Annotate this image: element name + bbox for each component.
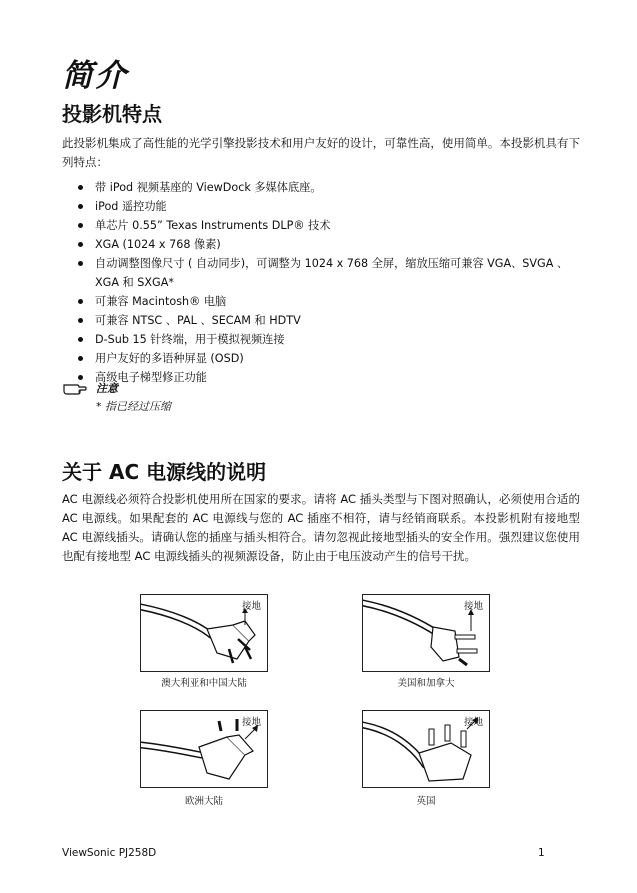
features-intro: 此投影机集成了高性能的光学引擎投影技术和用户友好的设计，可靠性高，使用简单。本投影机具有下列特点： — [62, 136, 580, 169]
feature-item: iPod 遥控功能 — [78, 197, 578, 216]
ground-label: 接地 — [241, 717, 261, 728]
feature-item: 带 iPod 视频基座的 ViewDock 多媒体底座。 — [78, 178, 578, 197]
plug-figure-australia-china — [140, 594, 268, 672]
plug-figure-uk — [362, 710, 490, 788]
plug-caption: 美国和加拿大 — [397, 678, 455, 689]
section-heading-power-cord: 关于 AC 电源线的说明 — [62, 460, 267, 484]
ground-label: 接地 — [241, 601, 261, 612]
feature-item: 用户友好的多语种屏显 (OSD) — [78, 349, 578, 368]
ground-label: 接地 — [463, 601, 483, 612]
ground-label: 接地 — [463, 717, 483, 728]
feature-item: XGA (1024 x 768 像素) — [78, 235, 578, 254]
feature-item: 单芯片 0.55” Texas Instruments DLP® 技术 — [78, 216, 578, 235]
feature-item: 自动调整图像尺寸 ( 自动同步)，可调整为 1024 x 768 全屏，缩放压缩可兼容 VGA、SVGA 、XGA 和 SXGA* — [78, 254, 578, 292]
plug-caption: 英国 — [416, 796, 436, 807]
feature-item: 可兼容 NTSC 、PAL 、SECAM 和 HDTV — [78, 311, 578, 330]
plug-caption: 澳大利亚和中国大陆 — [161, 678, 247, 689]
feature-item: 高级电子梯型修正功能 — [78, 368, 578, 387]
footer-product: ViewSonic PJ258D — [62, 847, 157, 859]
plug-figure-us-canada — [362, 594, 490, 672]
feature-item: 可兼容 Macintosh® 电脑 — [78, 292, 578, 311]
note-text: * 指已经过压缩 — [96, 400, 171, 413]
note-title: 注意 — [96, 382, 118, 395]
power-cord-body: AC 电源线必须符合投影机使用所在国家的要求。请将 AC 插头类型与下图对照确认，必须使用合适的 AC 电源线。如果配套的 AC 电源线与您的 AC 插座不相符，请与经销商联系。本投影机附有接地型 AC 电源线插头。请确认您的插座与插头相符合。请勿忽视此接地型插头的安全作用。强烈建议您使用也配有接地型 AC 电源线插头的视频源设备，防止由于电压波动产生的信号干扰。 — [62, 492, 580, 563]
section-heading-features: 投影机特点 — [62, 102, 162, 126]
feature-list — [78, 178, 578, 387]
plug-figure-europe — [140, 710, 268, 788]
plug-caption: 欧洲大陆 — [184, 796, 223, 807]
feature-item: D-Sub 15 针终端，用于模拟视频连接 — [78, 330, 578, 349]
note-hand-icon — [63, 380, 87, 399]
page-number: 1 — [538, 847, 545, 859]
page-title: 简介 — [62, 58, 128, 94]
